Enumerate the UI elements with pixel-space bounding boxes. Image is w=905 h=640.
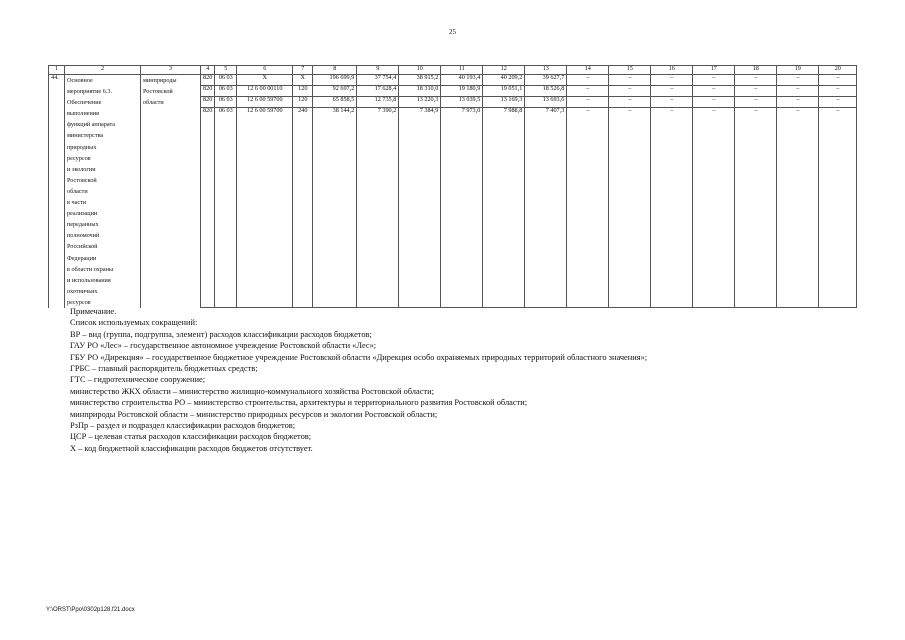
- table-row: [49, 75, 857, 86]
- abbreviation-item: министерство строительства РО – министерство строительства, архитектуры и территориального развития Ростовской области;: [70, 398, 528, 408]
- cell: 13 039,5: [441, 97, 483, 108]
- cell: 12 6 00 59700: [237, 97, 293, 108]
- header-cell: 9: [357, 66, 399, 75]
- cell: X: [293, 75, 313, 86]
- abbreviation-item: ЦСР – целевая статья расходов классификации расходов бюджетов;: [70, 432, 312, 442]
- cell: –: [735, 97, 777, 108]
- cell: –: [651, 86, 693, 97]
- abbreviation-item: минприроды Ростовской области – министерство природных ресурсов и экологии Ростовской области;: [70, 409, 438, 419]
- abbreviation-item: министерство ЖКХ области – министерство жилищно-коммунального хозяйства Ростовской области;: [70, 386, 434, 396]
- header-cell: 12: [483, 66, 525, 75]
- cell: –: [567, 86, 609, 97]
- header-cell: 17: [693, 66, 735, 75]
- cell: –: [735, 108, 777, 119]
- header-cell: 16: [651, 66, 693, 75]
- row-number: 44.: [49, 75, 65, 308]
- budget-table: [48, 65, 857, 308]
- header-cell: 18: [735, 66, 777, 75]
- cell: 12 6 00 00110: [237, 86, 293, 97]
- cell: –: [609, 97, 651, 108]
- header-cell: 8: [313, 66, 357, 75]
- cell: –: [693, 108, 735, 119]
- abbreviation-item: ВР – вид (группа, подгруппа, элемент) расходов классификации расходов бюджетов;: [70, 329, 372, 339]
- header-cell: 5: [215, 66, 237, 75]
- notes-section: [70, 306, 647, 454]
- cell: 38 144,2: [313, 108, 357, 119]
- cell: –: [777, 86, 819, 97]
- cell: –: [567, 108, 609, 119]
- cell: 820: [201, 75, 215, 86]
- cell: 13 693,6: [525, 97, 567, 108]
- responsible-executor: минприроды Ростовской области: [141, 75, 201, 308]
- cell: –: [609, 75, 651, 86]
- cell: –: [777, 75, 819, 86]
- cell: 820: [201, 108, 215, 119]
- header-cell: 19: [777, 66, 819, 75]
- cell: 37 754,4: [357, 75, 399, 86]
- cell: –: [651, 108, 693, 119]
- header-cell: 11: [441, 66, 483, 75]
- cell: 7 988,8: [483, 108, 525, 119]
- cell: 40 209,2: [483, 75, 525, 86]
- cell: 12 6 00 59700: [237, 108, 293, 119]
- cell: 06 03: [215, 86, 237, 97]
- cell: 06 03: [215, 75, 237, 86]
- cell: 18 526,8: [525, 86, 567, 97]
- cell: –: [819, 86, 857, 97]
- cell: 196 699,9: [313, 75, 357, 86]
- cell: 120: [293, 97, 313, 108]
- header-cell: 10: [399, 66, 441, 75]
- cell: 240: [293, 108, 313, 119]
- header-cell: 1: [49, 66, 65, 75]
- header-cell: 7: [293, 66, 313, 75]
- cell: 17 628,4: [357, 86, 399, 97]
- abbreviation-item: ГРБС – главный распорядитель бюджетных средств;: [70, 364, 258, 374]
- footer-file-path: Y:\ORST\Ppo\0302p128.f21.docx: [46, 607, 135, 613]
- cell: 39 627,7: [525, 75, 567, 86]
- abbreviation-item: ГБУ РО «Дирекция» – государственное бюджетное учреждение Ростовской области «Дирекция особо охраняемых природных территорий областного значения»;: [70, 352, 648, 362]
- cell: 06 03: [215, 108, 237, 119]
- header-cell: 3: [141, 66, 201, 75]
- cell: –: [819, 108, 857, 119]
- cell: 18 310,0: [399, 86, 441, 97]
- cell: 13 169,3: [483, 97, 525, 108]
- header-cell: 2: [65, 66, 141, 75]
- cell: –: [651, 97, 693, 108]
- header-cell: 20: [819, 66, 857, 75]
- header-cell: 14: [567, 66, 609, 75]
- cell: –: [777, 108, 819, 119]
- cell: 12 735,8: [357, 97, 399, 108]
- cell: –: [735, 75, 777, 86]
- cell: 40 193,4: [441, 75, 483, 86]
- cell: 7 384,9: [399, 108, 441, 119]
- abbreviation-item: Х – код бюджетной классификации расходов бюджетов отсутствует.: [70, 443, 313, 453]
- cell: –: [693, 86, 735, 97]
- cell: –: [609, 108, 651, 119]
- cell: –: [609, 86, 651, 97]
- cell: 19 051,1: [483, 86, 525, 97]
- cell: –: [777, 97, 819, 108]
- cell: –: [693, 75, 735, 86]
- cell: –: [693, 97, 735, 108]
- activity-description: Основное мероприятие 6.3. Обеспечение выполнения функций аппарата министерства природных ресурсов и экологии Ростовской области в части реализации переданных полномочий Российской Федерации в области охраны и использования охотничьих ресурсов: [65, 75, 141, 308]
- cell: 820: [201, 86, 215, 97]
- cell: –: [819, 97, 857, 108]
- cell: 13 220,3: [399, 97, 441, 108]
- cell: 92 697,2: [313, 86, 357, 97]
- cell: 7 973,0: [441, 108, 483, 119]
- cell: 120: [293, 86, 313, 97]
- page-number: 25: [449, 28, 456, 36]
- abbreviations-title: Список используемых сокращений:: [70, 318, 198, 328]
- cell: –: [651, 75, 693, 86]
- cell: 7 407,3: [525, 108, 567, 119]
- cell: –: [735, 86, 777, 97]
- header-cell: 4: [201, 66, 215, 75]
- abbreviation-item: ГАУ РО «Лес» – государственное автономное учреждение Ростовской области «Лес»;: [70, 341, 377, 351]
- header-row: [49, 66, 857, 75]
- notes-title: Примечание.: [70, 307, 117, 316]
- abbreviation-item: ГТС – гидротехническое сооружение;: [70, 375, 206, 385]
- cell: 820: [201, 97, 215, 108]
- cell: 7 390,2: [357, 108, 399, 119]
- header-cell: 13: [525, 66, 567, 75]
- header-cell: 6: [237, 66, 293, 75]
- abbreviation-item: РзПр – раздел и подраздел классификации расходов бюджетов;: [70, 421, 296, 431]
- cell: –: [567, 75, 609, 86]
- cell: 19 180,9: [441, 86, 483, 97]
- cell: 06 03: [215, 97, 237, 108]
- header-cell: 15: [609, 66, 651, 75]
- cell: X: [237, 75, 293, 86]
- cell: 38 915,2: [399, 75, 441, 86]
- cell: –: [567, 97, 609, 108]
- cell: –: [819, 75, 857, 86]
- cell: 65 858,5: [313, 97, 357, 108]
